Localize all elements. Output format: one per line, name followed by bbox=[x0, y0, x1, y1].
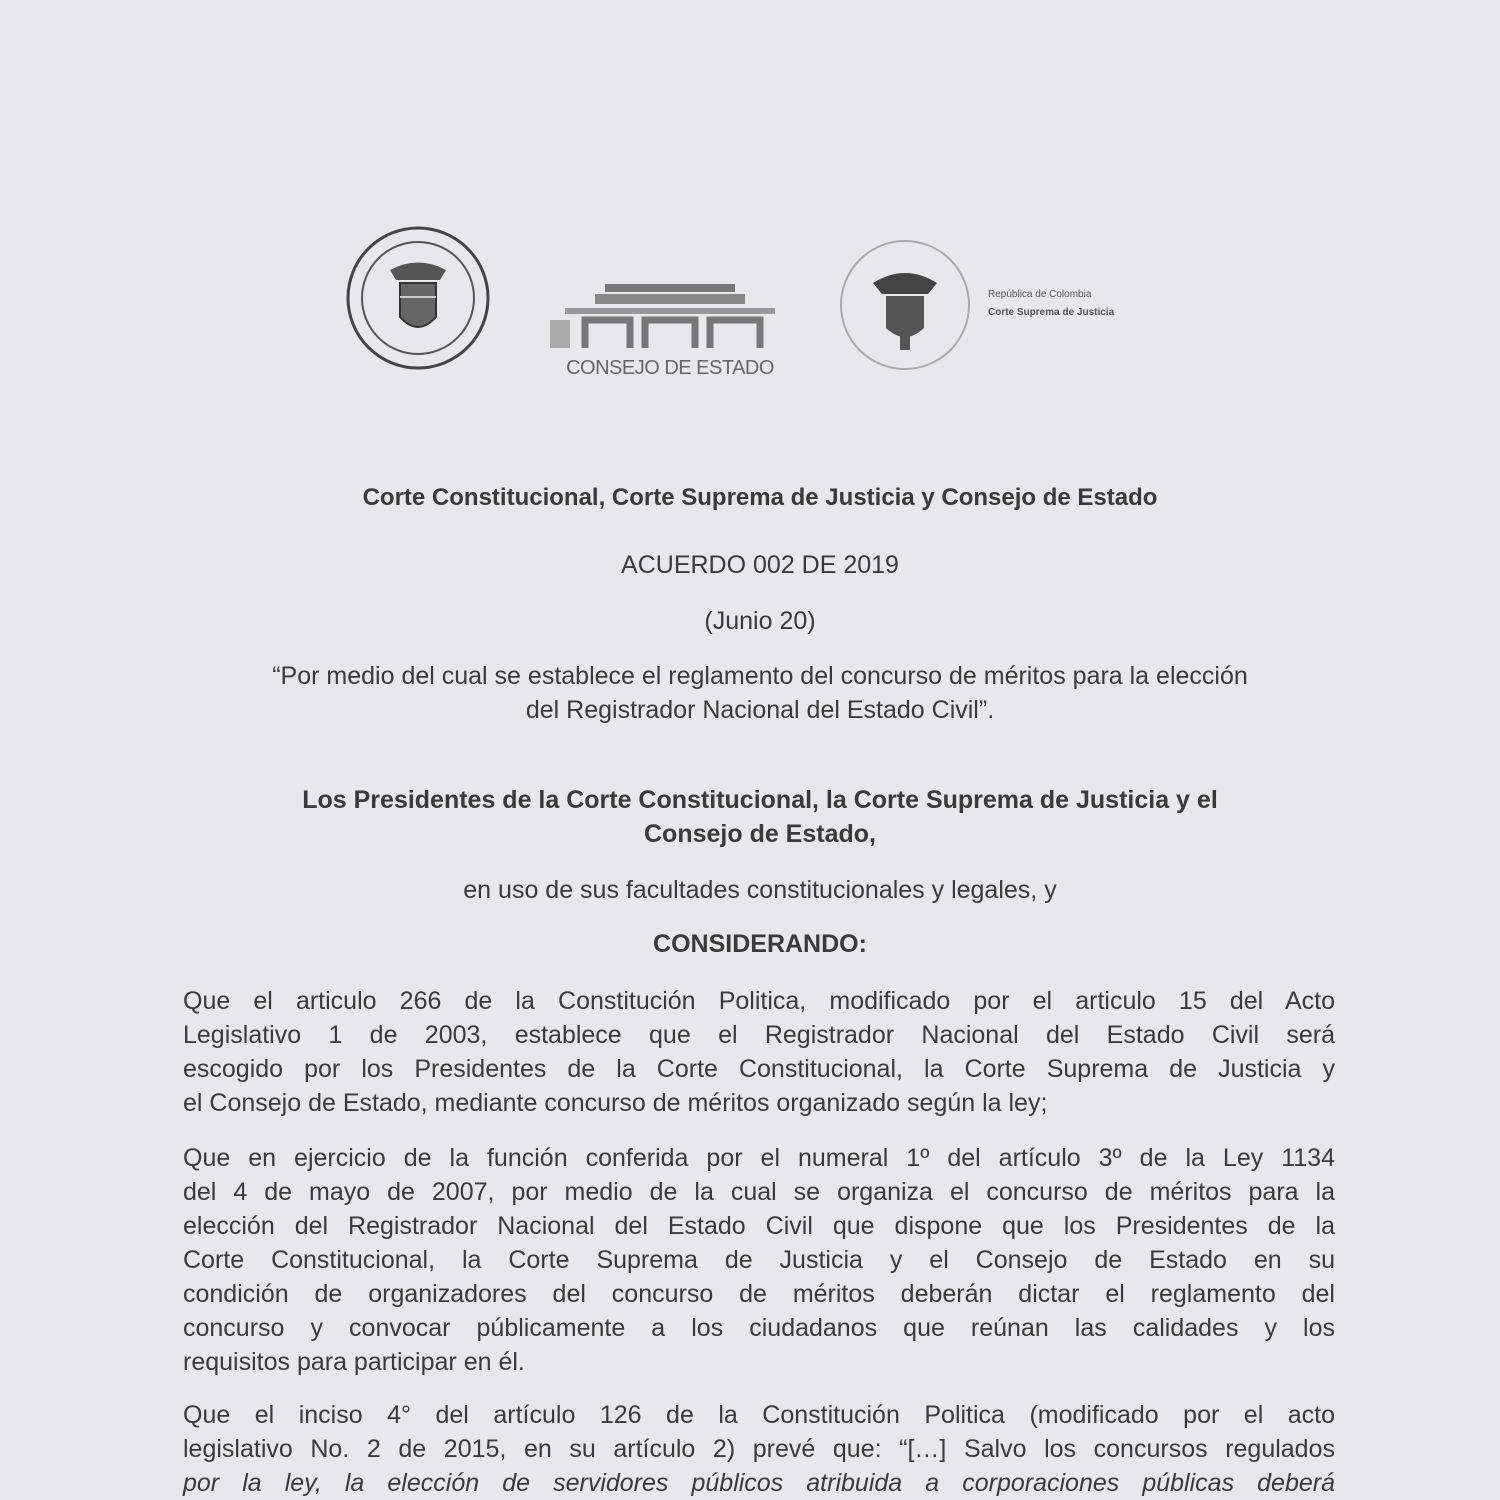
paragraph-line-quote: por la ley, la elección de servidores públicos atribuida a corporaciones públicas deberá bbox=[183, 1469, 1335, 1497]
subject-line-1: “Por medio del cual se establece el reglamento del concurso de méritos para la elección bbox=[272, 662, 1248, 690]
paragraph-line: requisitos para participar en él. bbox=[183, 1348, 525, 1376]
paragraph-line: legislativo No. 2 de 2015, en su artículo 2) prevé que: “[…] Salvo los concursos regulados bbox=[183, 1435, 1335, 1463]
corte-suprema-seal bbox=[838, 238, 972, 372]
paragraph-line: Corte Constitucional, la Corte Suprema de Justicia y el Consejo de Estado en su bbox=[183, 1246, 1335, 1274]
paragraph-line: concurso y convocar públicamente a los ciudadanos que reúnan las calidades y los bbox=[183, 1314, 1335, 1342]
paragraph-line: elección del Registrador Nacional del Estado Civil que dispone que los Presidentes de la bbox=[183, 1212, 1335, 1240]
facultades-text: en uso de sus facultades constitucionales y legales, y bbox=[463, 876, 1057, 904]
acuerdo-date: (Junio 20) bbox=[704, 607, 816, 635]
corte-constitucional-seal bbox=[345, 225, 491, 371]
paragraph-3 bbox=[183, 1398, 1335, 1500]
institutions-heading: Corte Constitucional, Corte Suprema de Justicia y Consejo de Estado bbox=[362, 484, 1158, 511]
csj-line1: República de Colombia bbox=[988, 289, 1092, 300]
paragraph-2 bbox=[183, 1141, 1335, 1379]
presidents-line-2: Consejo de Estado, bbox=[644, 820, 876, 848]
presidents-line-1: Los Presidentes de la Corte Constitucional, la Corte Suprema de Justicia y el bbox=[302, 786, 1218, 814]
paragraph-line: Que el articulo 266 de la Constitución Politica, modificado por el articulo 15 del Acto bbox=[183, 987, 1335, 1015]
paragraph-line: Que en ejercicio de la función conferida por el numeral 1º del artículo 3º de la Ley 1134 bbox=[183, 1144, 1335, 1172]
paragraph-line: Legislativo 1 de 2003, establece que el Registrador Nacional del Estado Civil será bbox=[183, 1021, 1335, 1049]
consejo-de-estado-logo bbox=[545, 282, 795, 377]
consejo-de-estado-text: CONSEJO DE ESTADO bbox=[566, 357, 774, 379]
subject-line-2: del Registrador Nacional del Estado Civil”. bbox=[525, 696, 995, 724]
paragraph-line: Que el inciso 4° del artículo 126 de la Constitución Politica (modificado por el acto bbox=[183, 1401, 1335, 1429]
paragraph-line: el Consejo de Estado, mediante concurso de méritos organizado según la ley; bbox=[183, 1089, 1048, 1117]
paragraph-1 bbox=[183, 984, 1335, 1120]
acuerdo-title: ACUERDO 002 DE 2019 bbox=[621, 551, 899, 579]
paragraph-line: condición de organizadores del concurso de méritos deberán dictar el reglamento del bbox=[183, 1280, 1335, 1308]
csj-line2: Corte Suprema de Justicia bbox=[988, 307, 1115, 318]
considerando-heading: CONSIDERANDO: bbox=[653, 930, 867, 958]
paragraph-line: del 4 de mayo de 2007, por medio de la cual se organiza el concurso de méritos para la bbox=[183, 1178, 1335, 1206]
paragraph-line: escogido por los Presidentes de la Corte Constitucional, la Corte Suprema de Justicia y bbox=[183, 1055, 1335, 1083]
